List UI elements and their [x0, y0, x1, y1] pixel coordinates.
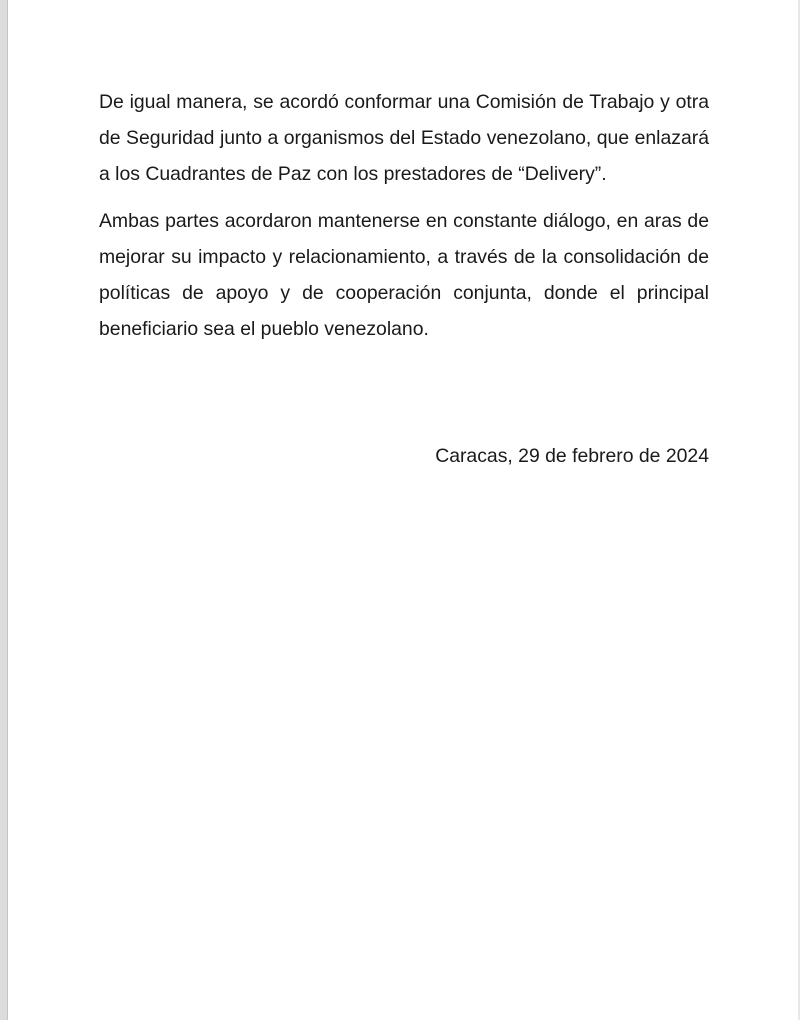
place-and-date: Caracas, 29 de febrero de 2024	[435, 445, 709, 467]
left-page-edge-line	[7, 0, 8, 1020]
paragraph-commission: De igual manera, se acordó conformar una Comisión de Trabajo y otra de Seguridad junto a organismos del Estado venezolano, que enlazará a los Cuadrantes de Paz con los prestadores de “Delivery”.	[99, 91, 709, 186]
left-page-edge	[0, 0, 7, 1020]
document-body	[99, 84, 709, 347]
paragraph-dialogue: Ambas partes acordaron mantenerse en constante diálogo, en aras de mejorar su impacto y relacionamiento, a través de la consolidación de políticas de apoyo y de cooperación conjunta, donde el principal beneficiario sea el pueblo venezolano.	[99, 209, 709, 341]
